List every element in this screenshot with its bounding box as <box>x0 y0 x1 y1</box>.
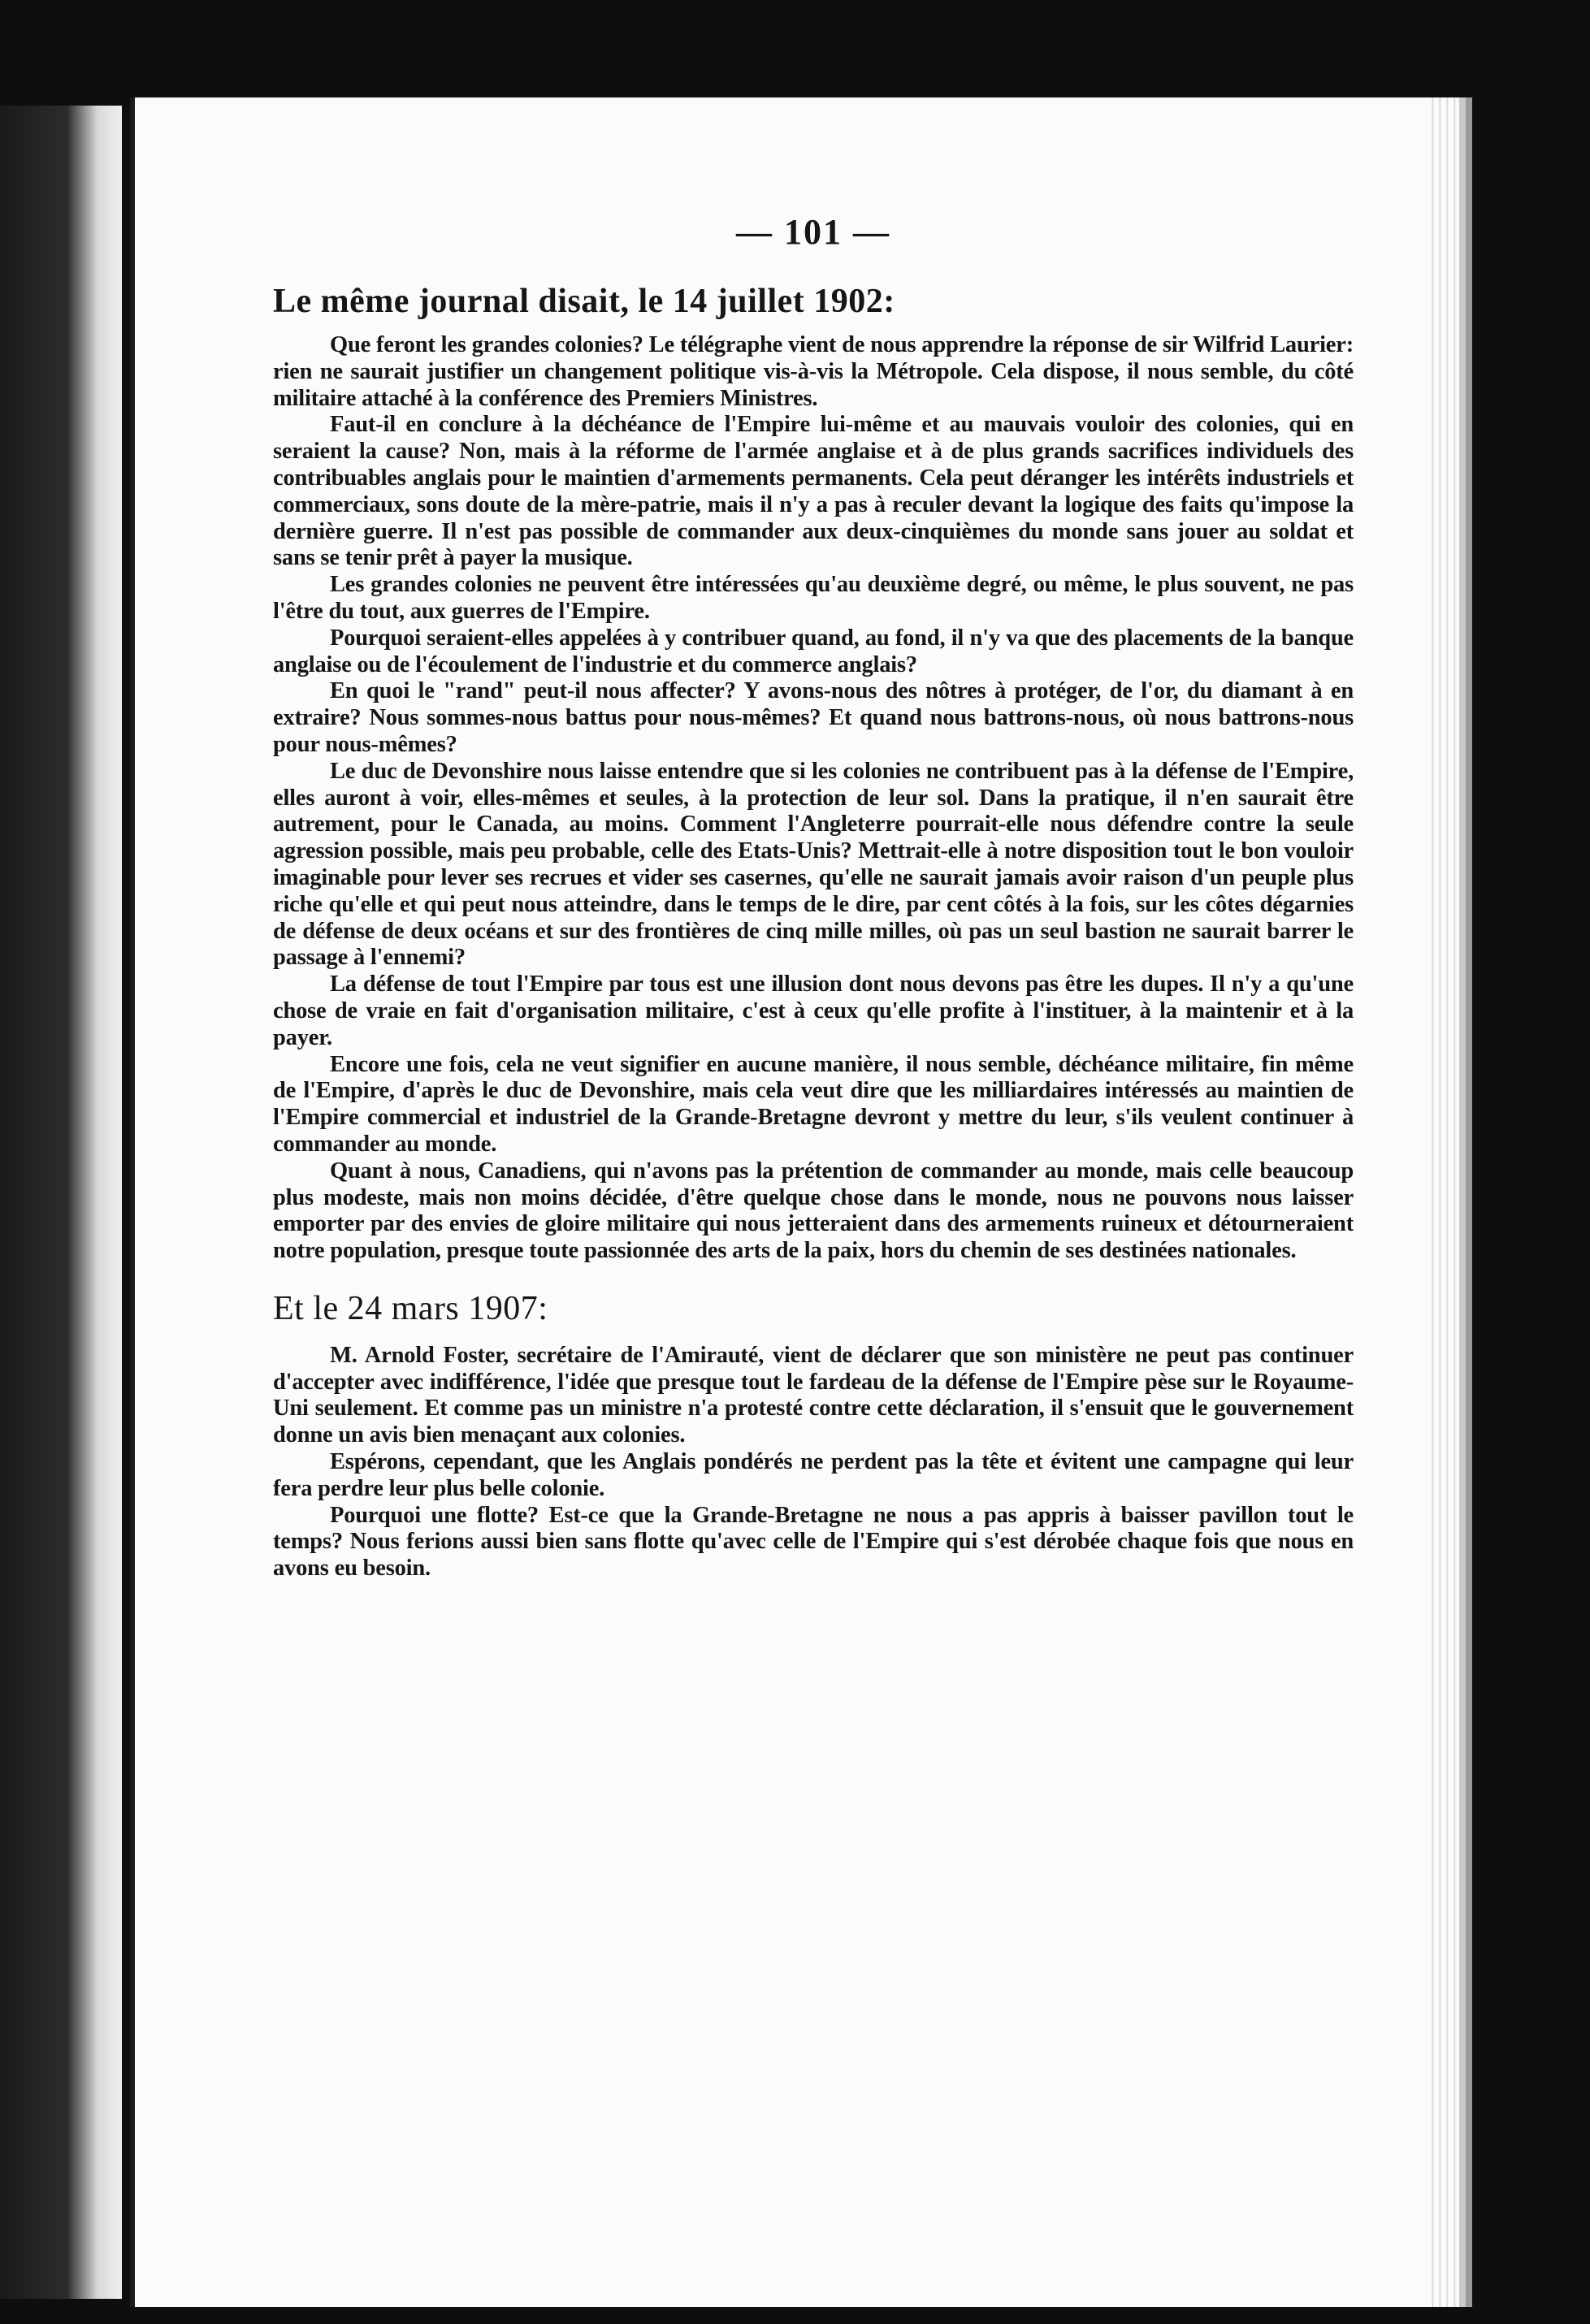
book-page <box>130 97 1459 2307</box>
page-number: — 101 — <box>736 212 890 252</box>
paragraph: En quoi le "rand" peut-il nous affecter? Y avons-nous des nôtres à protéger, de l'or, du diamant à en extraire? Nous sommes-nous battus pour nous-mêmes? Et quand nous battrons-nous, où nous battrons-nous pour nous-mêmes? <box>273 678 1354 757</box>
facing-page-edge <box>0 106 122 2299</box>
paragraph: Espérons, cependant, que les Anglais pondérés ne perdent pas la tête et évitent une campagne qui leur fera perdre leur plus belle colonie. <box>273 1449 1354 1501</box>
paragraph: Les grandes colonies ne peuvent être intéressées qu'au deuxième degré, ou même, le plus souvent, ne pas l'être du tout, aux guerres de l'Empire. <box>273 572 1354 624</box>
paragraph: Faut-il en conclure à la déchéance de l'Empire lui-même et au mauvais vouloir des colonies, qui en seraient la cause? Non, mais à la réforme de l'armée anglaise et à de plus grands sacrifices individuels des contribuables anglais pour le maintien d'armements permanents. Cela peut déranger les intérêts industriels et commerciaux, sons doute de la mère-patrie, mais il n'y a pas à reculer devant la logique des faits qu'impose la dernière guerre. Il n'est pas possible de commander aux deux-cinquièmes du monde sans jouer au soldat et sans se tenir prêt à payer la musique. <box>273 412 1354 571</box>
section-body-1907 <box>273 1343 1354 1582</box>
paragraph: Le duc de Devonshire nous laisse entendre que si les colonies ne contribuent pas à la défense de l'Empire, elles auront à voir, elles-mêmes et seules, à la protection de leur sol. Dans la pratique, il n'en saurait être autrement, pour le Canada, au moins. Comment l'Angleterre pourrait-elle nous défendre contre la seule agression possible, mais peu probable, celle des Etats-Unis? Mettrait-elle à notre disposition tout le bon vouloir imaginable pour lever ses recrues et vider ses casernes, qu'elle ne saurait jamais avoir raison d'un peuple plus riche qu'elle et qui peut nous atteindre, dans le temps de le dire, par cent côtés à la fois, sur les côtes dégarnies de défense de deux océans et sur des frontières de cinq mille milles, où pas un seul bastion ne saurait barrer le passage à l'ennemi? <box>273 758 1354 971</box>
page-edge-stack <box>1427 97 1459 2307</box>
paragraph: Quant à nous, Canadiens, qui n'avons pas la prétention de commander au monde, mais celle beaucoup plus modeste, mais non moins décidée, d'être quelque chose dans le monde, nous ne pouvons nous laisser emporter par des envies de gloire militaire qui nous jetteraient dans des armements ruineux et détourneraient notre population, presque toute passionnée des arts de la paix, hors du chemin de ses destinées nationales. <box>273 1158 1354 1264</box>
paragraph: Encore une fois, cela ne veut signifier en aucune manière, il nous semble, déchéance militaire, fin même de l'Empire, d'après le duc de Devonshire, mais cela veut dire que les milliardaires intéressés au maintien de l'Empire commercial et industriel de la Grande-Bretagne devront y mettre du leur, s'ils veulent continuer à commander au monde. <box>273 1051 1354 1157</box>
section-heading-1907: Et le 24 mars 1907: <box>273 1289 548 1327</box>
section-body-1902 <box>273 332 1354 1265</box>
paragraph: Pourquoi seraient-elles appelées à y contribuer quand, au fond, il n'y va que des placements de la banque anglaise ou de l'écoulement de l'industrie et du commerce anglais? <box>273 625 1354 677</box>
section-heading-1902: Le même journal disait, le 14 juillet 1902: <box>273 283 895 320</box>
paragraph: M. Arnold Foster, secrétaire de l'Amirauté, vient de déclarer que son ministère ne peut pas continuer d'accepter avec indifférence, l'idée que presque tout le fardeau de la défense de l'Empire pèse sur le Royaume-Uni seulement. Et comme pas un ministre n'a protesté contre cette déclaration, il s'ensuit que le gouvernement donne un avis bien menaçant aux colonies. <box>273 1342 1354 1448</box>
paragraph: Pourquoi une flotte? Est-ce que la Grande-Bretagne ne nous a pas appris à baisser pavillon tout le temps? Nous ferions aussi bien sans flotte qu'avec celle de l'Empire qui s'est dérobée chaque fois que nous en avons eu besoin. <box>273 1502 1354 1582</box>
page-content <box>273 211 1354 1582</box>
paragraph: Que feront les grandes colonies? Le télégraphe vient de nous apprendre la réponse de sir Wilfrid Laurier: rien ne saurait justifier un changement politique vis-à-vis la Métropole. Cela dispose, il nous semble, du côté militaire attaché à la conférence des Premiers Ministres. <box>273 332 1354 411</box>
paragraph: La défense de tout l'Empire par tous est une illusion dont nous devons pas être les dupes. Il n'y a qu'une chose de vraie en fait d'organisation militaire, c'est à ceux qu'elle profite à l'instituer, à la maintenir et à la payer. <box>273 972 1354 1050</box>
